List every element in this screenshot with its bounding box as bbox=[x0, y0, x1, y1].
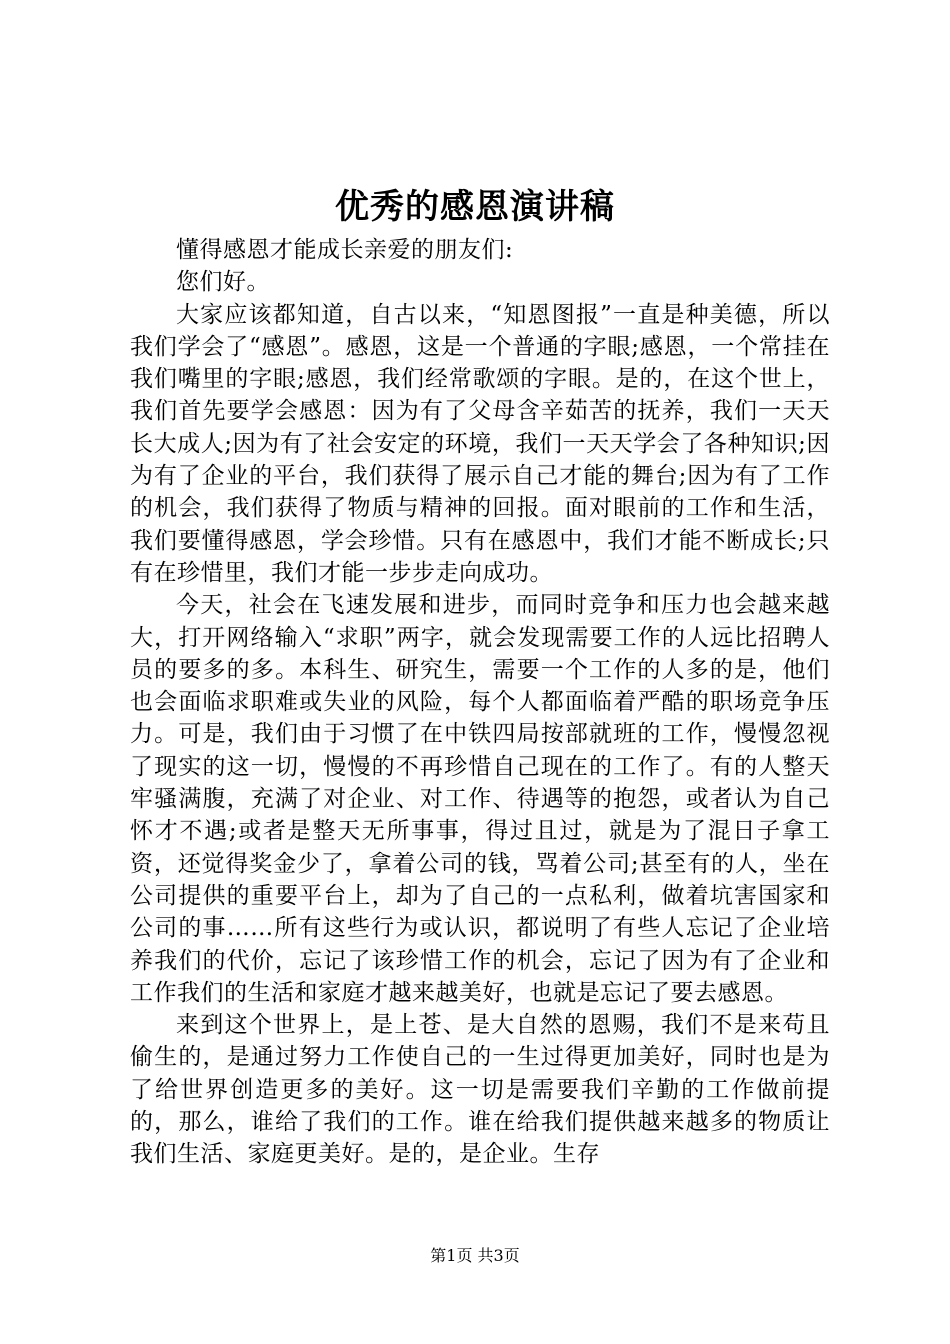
page-footer: 第1页 共3页 bbox=[430, 1246, 520, 1265]
paragraph-body: 今天，社会在飞速发展和进步，而同时竞争和压力也会越来越大，打开网络输入“求职”两字，就会发现需要工作的人远比招聘人员的要多的多。本科生、研究生，需要一个工作的人多的是，他们也会面临求职难或失业的风险，每个人都面临着严酷的职场竞争压力。可是，我们由于习惯了在中铁四局按部就班的工作，慢慢忽视了现实的这一切，慢慢的不再珍惜自己现在的工作了。有的人整天牢骚满腹，充满了对企业、对工作、待遇等的抱怨，或者认为自己怀才不遇;或者是整天无所事事，得过且过，就是为了混日子拿工资，还觉得奖金少了，拿着公司的钱，骂着公司;甚至有的人，坐在公司提供的重要平台上，却为了自己的一点私利，做着坑害国家和公司的事……所有这些行为或认识，都说明了有些人忘记了企业培养我们的代价，忘记了该珍惜工作的机会，忘记了因为有了企业和工作我们的生活和家庭才越来越美好，也就是忘记了要去感恩。 bbox=[130, 592, 830, 1006]
paragraph-salutation: 您们好。 bbox=[176, 269, 270, 296]
paragraph-greeting: 懂得感恩才能成长亲爱的朋友们: bbox=[176, 237, 514, 263]
document-title: 优秀的感恩演讲稿 bbox=[335, 187, 615, 227]
paragraph-body: 大家应该都知道，自古以来，“知恩图报”一直是种美德，所以我们学会了“感恩”。感恩，这是一个普通的字眼;感恩，一个常挂在我们嘴里的字眼;感恩，我们经常歌颂的字眼。是的，在这个世上，我们首先要学会感恩：因为有了父母含辛茹苦的抚养，我们一天天长大成人;因为有了社会安定的环境，我们一天天学会了各种知识;因为有了企业的平台，我们获得了展示自己才能的舞台;因为有了工作的机会，我们获得了物质与精神的回报。面对眼前的工作和生活，我们要懂得感恩，学会珍惜。只有在感恩中，我们才能不断成长;只有在珍惜里，我们才能一步步走向成功。 bbox=[130, 301, 830, 586]
document-body bbox=[130, 234, 830, 1171]
paragraph-body: 来到这个世界上，是上苍、是大自然的恩赐，我们不是来苟且偷生的，是通过努力工作使自己的一生过得更加美好，同时也是为了给世界创造更多的美好。这一切是需要我们辛勤的工作做前提的，那么，谁给了我们的工作。谁在给我们提供越来越多的物质让我们生活、家庭更美好。是的，是企业。生存 bbox=[130, 1012, 830, 1168]
